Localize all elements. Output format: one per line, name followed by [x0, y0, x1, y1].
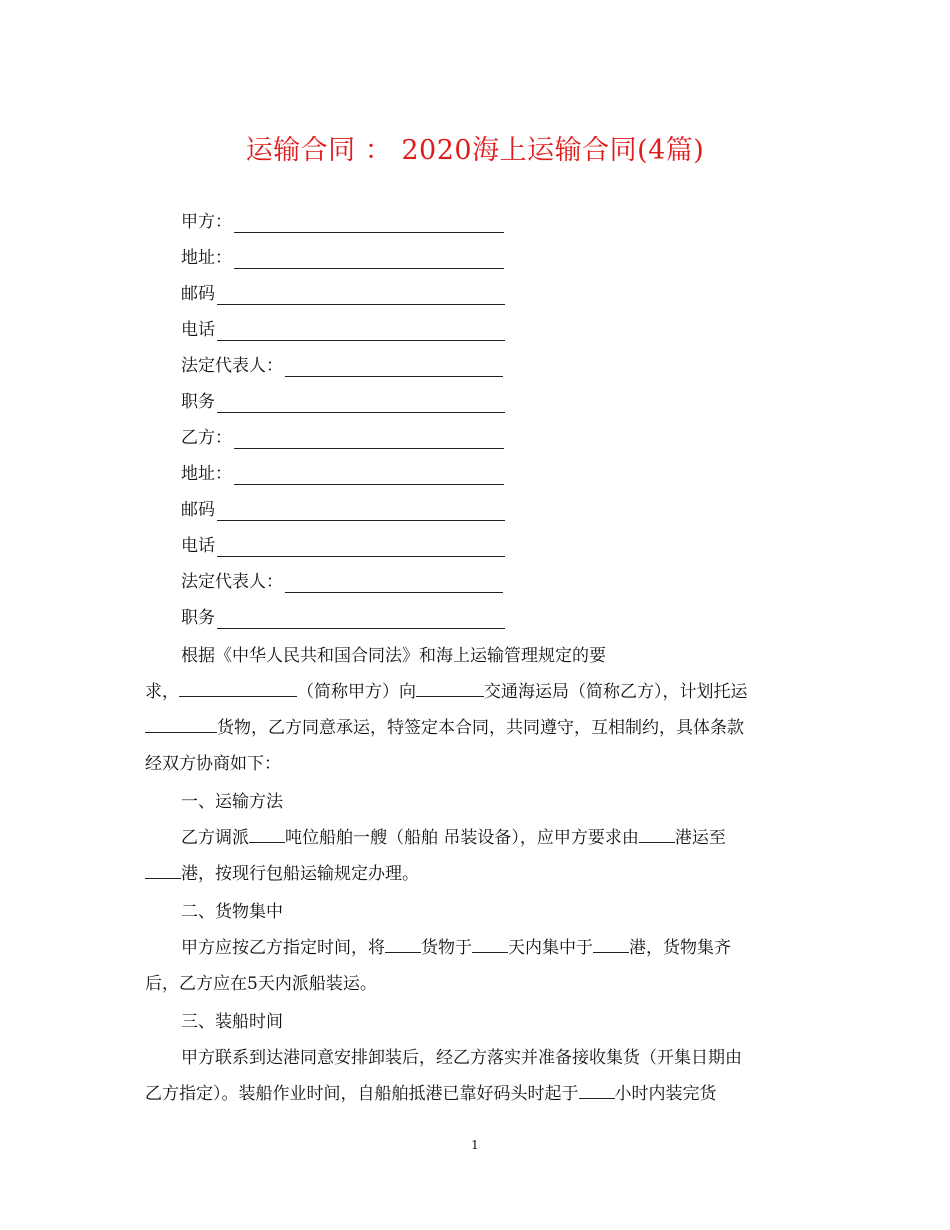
party-a-legal-rep-field[interactable]: [181, 355, 503, 377]
section-3-line-1: 甲方联系到达港同意安排卸装后，经乙方落实并准备接收集货（开集日期由: [181, 1048, 742, 1068]
text: 港运至: [674, 828, 726, 848]
blank-line[interactable]: [639, 827, 675, 843]
party-b-name-field[interactable]: [181, 427, 504, 449]
field-label: 电话: [181, 320, 215, 340]
section-2-heading: 二、货物集中: [181, 902, 283, 922]
page-number: 1: [471, 1138, 479, 1152]
section-2-line-2: 后，乙方应在5天内派船装运。: [145, 974, 377, 994]
field-label: 地址：: [181, 464, 232, 484]
party-a-postcode-field[interactable]: [181, 283, 505, 305]
text: 货物于: [421, 938, 472, 958]
text: 乙方调派: [181, 828, 249, 848]
text: （简称甲方）向: [297, 682, 416, 702]
field-label: 法定代表人：: [181, 572, 283, 592]
section-3-heading: 三、装船时间: [181, 1012, 283, 1032]
blank-line[interactable]: [249, 827, 285, 843]
blank-line[interactable]: [579, 1083, 615, 1099]
party-a-address-field[interactable]: [181, 247, 504, 269]
section-2-line-1: [181, 937, 731, 959]
text: 交通海运局（简称乙方），计划托运: [484, 682, 748, 702]
blank-line[interactable]: [145, 863, 181, 879]
intro-line-2: [145, 681, 748, 703]
field-label: 电话: [181, 536, 215, 556]
intro-line-1: 根据《中华人民共和国合同法》和海上运输管理规定的要: [181, 646, 606, 666]
text: 求，: [145, 682, 179, 702]
field-label: 地址：: [181, 248, 232, 268]
field-label: 邮码: [181, 500, 215, 520]
party-a-position-field[interactable]: [181, 391, 505, 413]
blank-line: [234, 252, 504, 269]
field-label: 乙方：: [181, 428, 232, 448]
blank-line: [217, 288, 505, 305]
party-b-position-field[interactable]: [181, 607, 505, 629]
blank-line: [217, 396, 505, 413]
party-b-address-field[interactable]: [181, 463, 504, 485]
text: 天内集中于: [508, 938, 593, 958]
party-b-postcode-field[interactable]: [181, 499, 505, 521]
blank-line: [217, 540, 505, 557]
field-label: 甲方：: [181, 212, 232, 232]
text: 吨位船舶一艘（船舶 吊装设备），应甲方要求由: [285, 828, 639, 848]
field-label: 法定代表人：: [181, 356, 283, 376]
blank-line: [234, 468, 504, 485]
party-b-legal-rep-field[interactable]: [181, 571, 503, 593]
text: 货物，乙方同意承运，特签定本合同，共同遵守，互相制约，具体条款: [217, 718, 744, 738]
intro-line-4: 经双方协商如下：: [145, 754, 281, 774]
blank-line: [217, 324, 505, 341]
blank-line[interactable]: [385, 937, 421, 953]
blank-line[interactable]: [145, 717, 217, 733]
section-3-line-2: [145, 1083, 717, 1105]
field-label: 职务: [181, 608, 215, 628]
blank-line: [285, 576, 503, 593]
blank-line: [217, 504, 505, 521]
party-a-phone-field[interactable]: [181, 319, 505, 341]
blank-line[interactable]: [472, 937, 508, 953]
field-label: 邮码: [181, 284, 215, 304]
section-1-heading: 一、运输方法: [181, 792, 283, 812]
blank-line: [234, 432, 504, 449]
field-label: 职务: [181, 392, 215, 412]
blank-line[interactable]: [179, 681, 297, 697]
document-title: 运输合同 ： 2020海上运输合同(4篇): [245, 135, 705, 166]
text: 港，货物集齐: [629, 938, 731, 958]
section-1-line-1: [181, 827, 726, 849]
blank-line[interactable]: [593, 937, 629, 953]
text: 乙方指定）。装船作业时间，自船舶抵港已靠好码头时起于: [145, 1084, 579, 1104]
text: 小时内装完货: [614, 1084, 717, 1104]
section-1-line-2: [145, 863, 419, 885]
text: 甲方应按乙方指定时间，将: [181, 938, 385, 958]
intro-line-3: [145, 717, 744, 739]
text: 港，按现行包船运输规定办理。: [181, 864, 419, 884]
party-a-name-field[interactable]: [181, 211, 504, 233]
blank-line: [234, 216, 504, 233]
blank-line: [285, 360, 503, 377]
party-b-phone-field[interactable]: [181, 535, 505, 557]
blank-line: [217, 612, 505, 629]
blank-line[interactable]: [416, 681, 484, 697]
